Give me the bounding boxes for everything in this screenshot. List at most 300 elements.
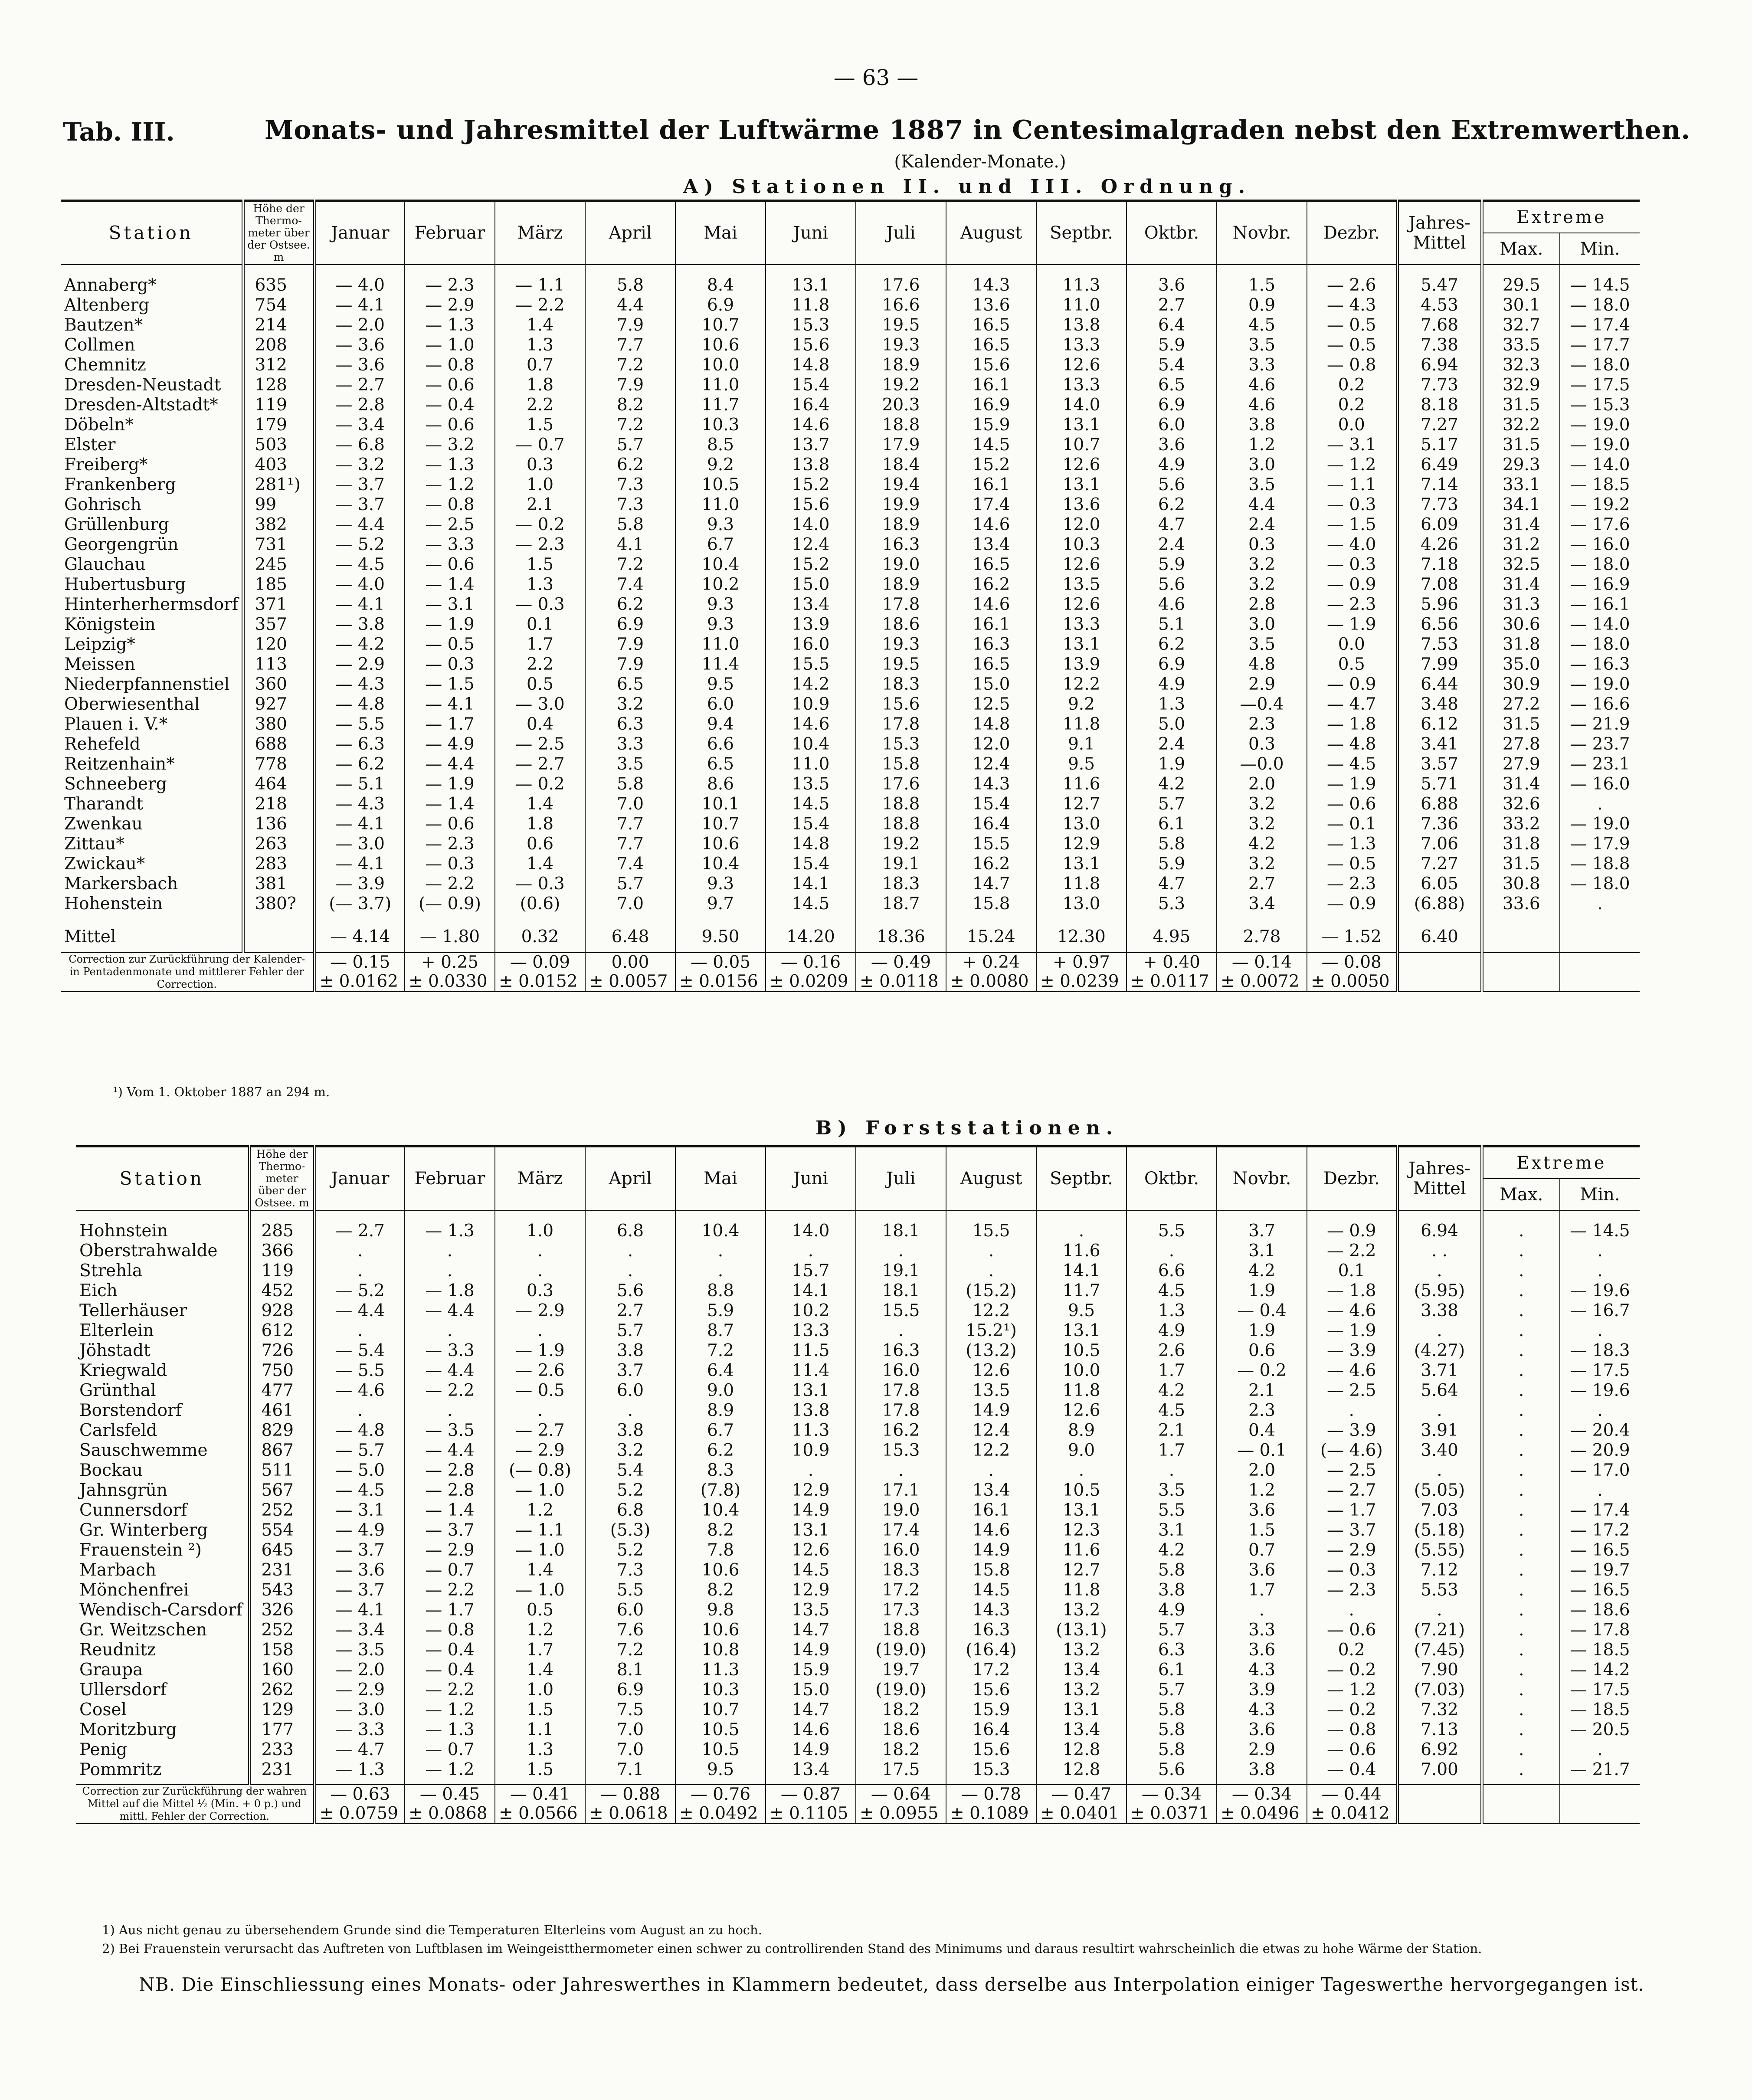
table-cell: 16.4 — [946, 814, 1036, 834]
table-cell: — 3.0 — [314, 1700, 405, 1720]
table-cell: — 18.0 — [1560, 635, 1640, 655]
correction-cell — [1036, 1785, 1127, 1824]
table-cell: 1.7 — [1217, 1580, 1307, 1600]
station-height: 357 — [243, 615, 314, 635]
table-row — [61, 335, 1640, 355]
table-section-a — [61, 200, 1640, 992]
table-cell: 14.3 — [946, 1600, 1036, 1620]
table-cell: — 1.9 — [495, 1341, 585, 1361]
station-height: 312 — [243, 355, 314, 375]
table-cell: 14.8 — [946, 714, 1036, 734]
table-cell: 16.1 — [946, 1500, 1036, 1520]
table-cell: — 0.4 — [405, 395, 495, 415]
table-cell: — 0.8 — [405, 495, 495, 515]
table-cell: 17.8 — [856, 714, 946, 734]
table-cell: — 0.7 — [495, 435, 585, 455]
correction-error: ± 0.0412 — [1311, 1804, 1390, 1823]
table-cell: 6.9 — [675, 295, 766, 315]
station-height: 366 — [249, 1241, 314, 1261]
table-cell: 6.3 — [1127, 1640, 1217, 1660]
correction-cell — [1127, 1785, 1217, 1824]
table-cell: . — [856, 1461, 946, 1481]
station-name: Collmen — [64, 335, 135, 355]
table-cell: 13.4 — [946, 1481, 1036, 1500]
station-name: Chemnitz — [64, 355, 146, 375]
table-cell: 12.4 — [946, 1421, 1036, 1441]
table-cell: 15.0 — [766, 575, 856, 595]
table-cell: 14.9 — [946, 1540, 1036, 1560]
table-cell: 33.6 — [1482, 894, 1560, 914]
table-cell: 7.4 — [585, 575, 675, 595]
table-cell: 15.2 — [766, 555, 856, 575]
table-cell: 2.6 — [1127, 1341, 1217, 1361]
table-cell: 6.9 — [1127, 395, 1217, 415]
table-row — [61, 575, 1640, 595]
table-cell: 3.41 — [1397, 734, 1482, 754]
table-cell: 13.0 — [1036, 814, 1127, 834]
table-cell: . — [585, 1261, 675, 1281]
table-cell: (13.2) — [946, 1341, 1036, 1361]
header-month: Dezbr. — [1307, 1147, 1397, 1211]
table-cell: 10.5 — [675, 475, 766, 495]
table-cell: — 4.9 — [405, 734, 495, 754]
table-cell: 2.2 — [495, 655, 585, 675]
header-month: Januar — [314, 1147, 405, 1211]
header-month: Oktbr. — [1127, 1147, 1217, 1211]
table-cell: 12.4 — [766, 535, 856, 555]
table-cell: 3.5 — [1217, 635, 1307, 655]
table-cell: — 3.6 — [314, 355, 405, 375]
table-cell: . — [1560, 794, 1640, 814]
correction-error: ± 0.0072 — [1221, 972, 1300, 991]
table-cell: 16.5 — [946, 655, 1036, 675]
table-cell: 12.0 — [1036, 515, 1127, 535]
station-height: 461 — [249, 1401, 314, 1421]
table-cell: 15.8 — [946, 1560, 1036, 1580]
table-cell: 14.7 — [946, 874, 1036, 894]
table-cell: 14.5 — [766, 1560, 856, 1580]
mittel-value: 2.78 — [1217, 914, 1307, 953]
table-cell: 6.8 — [585, 1500, 675, 1520]
station-height: 403 — [243, 455, 314, 475]
table-cell: 8.8 — [675, 1281, 766, 1301]
station-height: 778 — [243, 754, 314, 774]
table-cell: — 0.2 — [1217, 1361, 1307, 1381]
table-cell: . — [1482, 1560, 1560, 1580]
table-cell: — 4.9 — [314, 1520, 405, 1540]
station-height: 158 — [249, 1640, 314, 1660]
table-row — [76, 1640, 1640, 1660]
table-cell: 12.2 — [946, 1441, 1036, 1461]
table-cell: 8.5 — [675, 435, 766, 455]
table-cell: 1.9 — [1217, 1281, 1307, 1301]
table-cell: 18.9 — [856, 575, 946, 595]
table-cell: — 17.4 — [1560, 1500, 1640, 1520]
table-row — [76, 1401, 1640, 1421]
table-cell: (— 0.9) — [405, 894, 495, 914]
correction-cell — [946, 953, 1036, 992]
table-cell: 4.4 — [1217, 495, 1307, 515]
table-cell: 15.2¹) — [946, 1321, 1036, 1341]
table-cell: 12.3 — [1036, 1520, 1127, 1540]
table-cell: (4.27) — [1397, 1341, 1482, 1361]
station-name: Georgengrün — [64, 535, 179, 554]
station-name: Rehefeld — [64, 734, 141, 754]
table-row — [61, 595, 1640, 615]
table-cell: — 1.5 — [1307, 515, 1397, 535]
station-height: 281¹) — [243, 475, 314, 495]
table-cell: . — [1482, 1740, 1560, 1760]
table-cell: 17.4 — [856, 1520, 946, 1540]
correction-value: — 0.78 — [961, 1785, 1022, 1804]
table-cell: 12.9 — [1036, 834, 1127, 854]
table-cell: — 3.5 — [314, 1640, 405, 1660]
station-name: Königstein — [64, 615, 156, 634]
table-cell: 10.7 — [675, 315, 766, 335]
table-cell: — 1.9 — [1307, 1321, 1397, 1341]
header-month: Juni — [766, 201, 856, 265]
table-cell: 0.7 — [495, 355, 585, 375]
table-cell: . — [1482, 1261, 1560, 1281]
table-cell: (— 3.7) — [314, 894, 405, 914]
table-cell: 13.5 — [766, 1600, 856, 1620]
table-cell: — 2.2 — [405, 1381, 495, 1401]
table-cell: 12.5 — [946, 695, 1036, 714]
table-cell: (— 4.6) — [1307, 1441, 1397, 1461]
table-cell: — 0.2 — [1307, 1700, 1397, 1720]
table-cell: — 0.1 — [1307, 814, 1397, 834]
mittel-max-empty — [1482, 914, 1560, 953]
table-cell: 19.3 — [856, 635, 946, 655]
table-cell: 3.8 — [585, 1341, 675, 1361]
table-cell: — 2.2 — [405, 874, 495, 894]
table-cell: 17.8 — [856, 595, 946, 615]
correction-value: — 0.63 — [330, 1785, 390, 1804]
table-cell: — 1.9 — [1307, 615, 1397, 635]
table-cell: . — [1560, 1740, 1640, 1760]
station-name: Oberstrahwalde — [79, 1241, 218, 1261]
table-cell: 9.3 — [675, 595, 766, 615]
table-cell: . — [405, 1401, 495, 1421]
table-cell: 15.5 — [856, 1301, 946, 1321]
table-cell: 19.2 — [856, 834, 946, 854]
table-cell: 2.7 — [1217, 874, 1307, 894]
table-cell: 7.0 — [585, 794, 675, 814]
table-cell: . — [495, 1401, 585, 1421]
table-row — [61, 415, 1640, 435]
table-cell: — 0.6 — [1307, 1740, 1397, 1760]
table-cell: 1.2 — [1217, 435, 1307, 455]
table-cell: 11.8 — [1036, 1580, 1127, 1600]
table-cell: 3.4 — [1217, 894, 1307, 914]
table-cell: 15.8 — [856, 754, 946, 774]
table-cell: 11.0 — [675, 375, 766, 395]
table-cell: — 16.5 — [1560, 1580, 1640, 1600]
table-cell: 2.0 — [1217, 1461, 1307, 1481]
table-cell: — 0.7 — [405, 1560, 495, 1580]
table-cell: — 5.7 — [314, 1441, 405, 1461]
table-cell: 19.0 — [856, 555, 946, 575]
table-cell: . — [314, 1401, 405, 1421]
table-cell: 13.1 — [766, 1381, 856, 1401]
correction-label: Correction zur Zurückführung der wahren Mittel auf die Mittel ½ (Min. + 0 p.) und mittl. Fehler der Correction. — [76, 1785, 314, 1824]
footnote-b-2: 2) Bei Frauenstein verursacht das Auftreten von Luftblasen im Weingeistthermometer einen schwer zu controllirenden Stand des Minimums und daraus resultirt wahrscheinlich die etwas zu hohe Wärme der Station. — [102, 1941, 1482, 1956]
table-cell: . — [1482, 1520, 1560, 1540]
table-cell: 7.68 — [1397, 315, 1482, 335]
station-name: Cunnersdorf — [79, 1500, 187, 1520]
table-cell: 1.8 — [495, 375, 585, 395]
table-cell: — 1.3 — [405, 315, 495, 335]
table-cell: 0.2 — [1307, 375, 1397, 395]
table-cell: — 5.5 — [314, 714, 405, 734]
station-height: 208 — [243, 335, 314, 355]
table-cell: 3.2 — [585, 1441, 675, 1461]
station-height: 252 — [249, 1500, 314, 1520]
correction-value: + 0.25 — [421, 953, 478, 972]
table-cell: 16.5 — [946, 555, 1036, 575]
table-cell: — 2.7 — [1307, 1481, 1397, 1500]
table-cell: 3.0 — [1217, 455, 1307, 475]
table-cell: 4.2 — [1217, 1261, 1307, 1281]
header-month: Mai — [675, 201, 766, 265]
table-cell: 13.3 — [766, 1321, 856, 1341]
header-month: Mai — [675, 1147, 766, 1211]
table-cell: . — [946, 1241, 1036, 1261]
station-height: 120 — [243, 635, 314, 655]
station-name: Pommritz — [79, 1760, 162, 1779]
table-cell: — 1.8 — [1307, 1281, 1397, 1301]
table-cell: 27.2 — [1482, 695, 1560, 714]
table-cell: 12.9 — [766, 1580, 856, 1600]
table-cell: (5.55) — [1397, 1540, 1482, 1560]
table-cell: — 2.7 — [314, 1210, 405, 1241]
table-cell: 2.3 — [1217, 1401, 1307, 1421]
table-cell: . — [1482, 1341, 1560, 1361]
table-cell: 14.3 — [946, 774, 1036, 794]
table-cell: 19.3 — [856, 335, 946, 355]
table-cell: 15.5 — [766, 655, 856, 675]
table-cell: 3.91 — [1397, 1421, 1482, 1441]
section-a-title: A) Stationen II. und III. Ordnung. — [683, 176, 1251, 198]
table-cell: . — [1036, 1210, 1127, 1241]
header-month: Februar — [405, 201, 495, 265]
station-height: 635 — [243, 265, 314, 295]
table-cell: 11.5 — [766, 1341, 856, 1361]
table-cell: 1.4 — [495, 794, 585, 814]
correction-value: — 0.47 — [1051, 1785, 1112, 1804]
mittel-value: 14.20 — [766, 914, 856, 953]
table-cell: 3.7 — [585, 1361, 675, 1381]
table-cell: 13.1 — [1036, 854, 1127, 874]
table-cell: — 2.9 — [1307, 1540, 1397, 1560]
station-name: Dresden-Neustadt — [64, 375, 221, 395]
station-name: Gr. Weitzschen — [79, 1620, 207, 1640]
table-row — [76, 1421, 1640, 1441]
table-cell: 5.53 — [1397, 1580, 1482, 1600]
correction-cell — [766, 1785, 856, 1824]
table-cell: 5.1 — [1127, 615, 1217, 635]
table-cell: 3.3 — [1217, 355, 1307, 375]
table-cell: . — [585, 1401, 675, 1421]
table-cell: 3.8 — [1217, 1760, 1307, 1785]
table-cell: 2.2 — [495, 395, 585, 415]
table-cell: 29.3 — [1482, 455, 1560, 475]
header-extremes: Extreme — [1482, 1147, 1640, 1179]
table-cell: — 0.2 — [1307, 1660, 1397, 1680]
table-cell: . — [1397, 1321, 1482, 1341]
station-name: Altenberg — [64, 295, 150, 315]
table-cell: 10.4 — [675, 1210, 766, 1241]
table-cell: (— 0.8) — [495, 1461, 585, 1481]
correction-label: Correction zur Zurückführung der Kalender- in Pentadenmonate und mittlerer Fehler der Correction. — [61, 953, 314, 992]
table-cell: 7.27 — [1397, 854, 1482, 874]
table-cell: — 20.4 — [1560, 1421, 1640, 1441]
table-cell: — 0.4 — [1217, 1301, 1307, 1321]
table-cell: 7.99 — [1397, 655, 1482, 675]
page-number: — 63 — — [833, 65, 919, 90]
correction-cell — [946, 1785, 1036, 1824]
table-cell: 16.6 — [856, 295, 946, 315]
table-cell: — 0.5 — [1307, 335, 1397, 355]
table-cell: — 2.6 — [495, 1361, 585, 1381]
table-cell: 18.8 — [856, 415, 946, 435]
table-cell: 31.4 — [1482, 515, 1560, 535]
table-row — [61, 495, 1640, 515]
table-row — [76, 1481, 1640, 1500]
table-cell: — 16.7 — [1560, 1301, 1640, 1321]
station-height: 477 — [249, 1381, 314, 1401]
table-cell: 10.9 — [766, 695, 856, 714]
correction-value: — 0.34 — [1231, 1785, 1292, 1804]
table-cell: 14.9 — [946, 1401, 1036, 1421]
table-cell: . — [1307, 1401, 1397, 1421]
table-cell: — 0.1 — [1217, 1441, 1307, 1461]
table-cell: 0.7 — [1217, 1540, 1307, 1560]
table-cell: 8.4 — [675, 265, 766, 295]
table-cell: — 4.5 — [1307, 754, 1397, 774]
table-cell: . — [946, 1261, 1036, 1281]
table-cell: 16.2 — [946, 854, 1036, 874]
table-cell: 9.1 — [1036, 734, 1127, 754]
table-cell: 31.5 — [1482, 435, 1560, 455]
table-cell: 12.7 — [1036, 1560, 1127, 1580]
table-cell: 6.2 — [585, 455, 675, 475]
table-cell: 15.5 — [946, 1210, 1036, 1241]
table-cell: 14.6 — [766, 1720, 856, 1740]
correction-value: — 0.09 — [510, 953, 570, 972]
table-cell: . — [1482, 1660, 1560, 1680]
table-cell: 4.7 — [1127, 874, 1217, 894]
table-cell: 30.6 — [1482, 615, 1560, 635]
table-cell: 7.4 — [585, 854, 675, 874]
table-cell: 5.8 — [585, 774, 675, 794]
header-month: Dezbr. — [1307, 201, 1397, 265]
table-cell: — 0.3 — [1307, 1560, 1397, 1580]
table-row — [76, 1740, 1640, 1760]
table-cell: — 16.0 — [1560, 774, 1640, 794]
table-cell: 5.7 — [1127, 1620, 1217, 1640]
table-cell: 3.6 — [1217, 1720, 1307, 1740]
table-cell: — 0.3 — [405, 854, 495, 874]
station-height: 136 — [243, 814, 314, 834]
table-cell: — 0.2 — [495, 774, 585, 794]
station-height: 464 — [243, 774, 314, 794]
correction-cell — [1307, 953, 1397, 992]
table-cell: 8.18 — [1397, 395, 1482, 415]
table-row — [76, 1321, 1640, 1341]
header-height: Höhe der Thermo-meter über der Ostsee. m — [249, 1147, 314, 1211]
table-cell: 13.5 — [946, 1381, 1036, 1401]
table-cell: — 4.1 — [314, 595, 405, 615]
correction-error: ± 0.0566 — [499, 1804, 578, 1823]
table-cell: 8.2 — [675, 1580, 766, 1600]
table-cell: 7.3 — [585, 495, 675, 515]
page-title: Monats- und Jahresmittel der Luftwärme 1887 in Centesimalgraden nebst den Extremwerthen. — [265, 115, 1691, 145]
table-cell: 9.0 — [675, 1381, 766, 1401]
table-row — [76, 1500, 1640, 1520]
table-cell: . — [1560, 1321, 1640, 1341]
table-cell: — 3.4 — [314, 1620, 405, 1640]
table-cell: 2.8 — [1217, 595, 1307, 615]
table-cell: 3.5 — [1217, 475, 1307, 495]
table-cell: . — [1482, 1461, 1560, 1481]
correction-error: ± 0.0955 — [860, 1804, 939, 1823]
table-cell: 2.4 — [1217, 515, 1307, 535]
correction-cell — [1217, 953, 1307, 992]
correction-error: ± 0.0152 — [499, 972, 578, 991]
table-cell: . — [1560, 1241, 1640, 1261]
table-cell: — 19.0 — [1560, 814, 1640, 834]
table-row — [76, 1441, 1640, 1461]
table-cell: 3.5 — [1217, 335, 1307, 355]
table-cell: 0.1 — [495, 615, 585, 635]
table-cell: 0.3 — [495, 1281, 585, 1301]
table-cell: 10.3 — [675, 1680, 766, 1700]
table-cell: 1.7 — [495, 635, 585, 655]
table-cell: 15.9 — [766, 1660, 856, 1680]
correction-cell — [585, 1785, 675, 1824]
station-name: Ullersdorf — [79, 1680, 167, 1700]
station-height: 326 — [249, 1600, 314, 1620]
table-cell: — 1.2 — [405, 1760, 495, 1785]
table-cell: 18.3 — [856, 675, 946, 695]
header-month: Novbr. — [1217, 1147, 1307, 1211]
table-cell: 32.2 — [1482, 415, 1560, 435]
station-name: Wendisch-Carsdorf — [79, 1600, 242, 1620]
table-row — [61, 265, 1640, 295]
table-cell: 13.9 — [766, 615, 856, 635]
table-cell: — 1.5 — [405, 675, 495, 695]
table-cell: — 3.9 — [1307, 1341, 1397, 1361]
table-cell: (5.18) — [1397, 1520, 1482, 1540]
table-row — [76, 1361, 1640, 1381]
table-cell: 10.6 — [675, 335, 766, 355]
header-extremes: Extreme — [1482, 201, 1640, 233]
correction-value: — 0.88 — [600, 1785, 661, 1804]
table-cell: . — [1482, 1281, 1560, 1301]
station-name: Moritzburg — [79, 1720, 177, 1740]
mittel-min-empty — [1560, 914, 1640, 953]
station-name: Elster — [64, 435, 116, 455]
table-cell: . — [1482, 1321, 1560, 1341]
table-cell: 16.0 — [856, 1540, 946, 1560]
table-cell: 1.7 — [1127, 1361, 1217, 1381]
table-cell: 6.05 — [1397, 874, 1482, 894]
table-cell: 3.2 — [585, 695, 675, 714]
table-cell: 2.9 — [1217, 1740, 1307, 1760]
table-cell: 1.3 — [495, 1740, 585, 1760]
table-cell: 11.6 — [1036, 1241, 1127, 1261]
